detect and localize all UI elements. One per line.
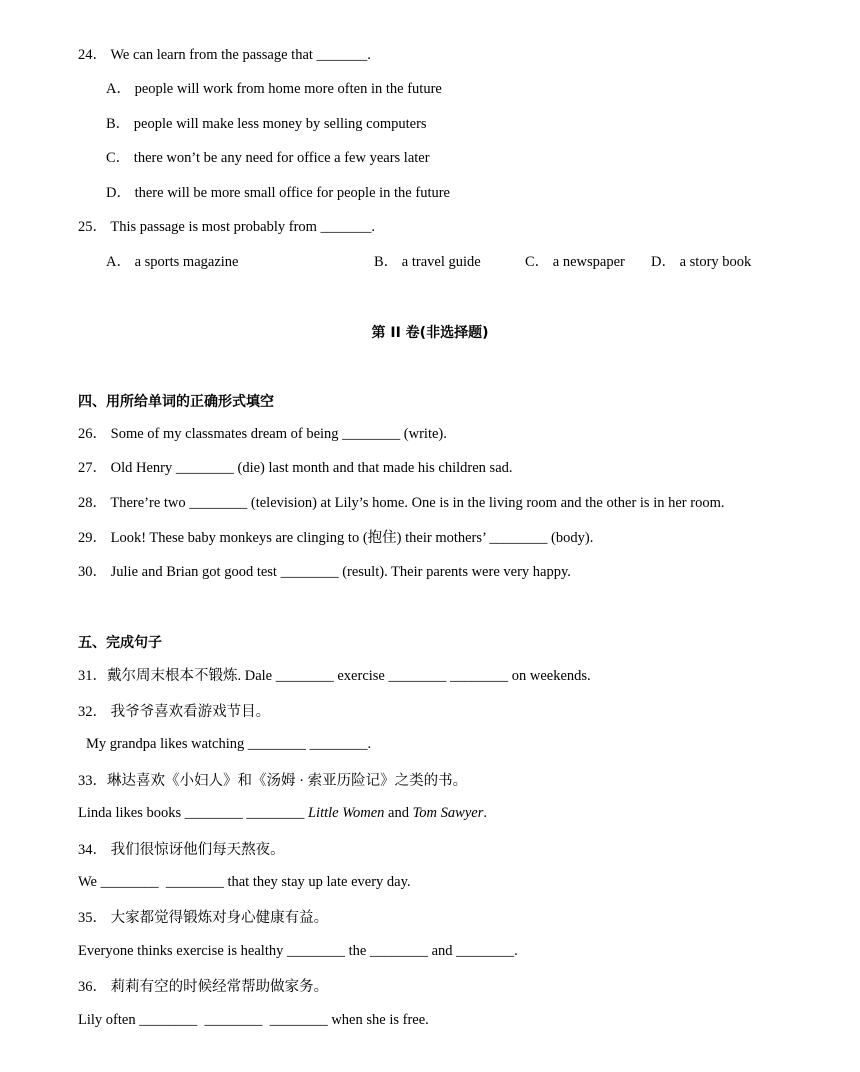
q33-book-title-2: Tom Sawyer — [412, 805, 484, 821]
q28: 28． There’re two ________ (television) at Lily’s home. One is in the living room and the other is in her room. — [78, 495, 725, 511]
q24-stem: 24． We can learn from the passage that _______. — [78, 47, 371, 63]
q25-option-a: A． a sports magazine — [106, 254, 239, 270]
q36-chinese: 36． 莉莉有空的时候经常帮助做家务。 — [78, 979, 329, 995]
q33-chinese: 33．琳达喜欢《小妇人》和《汤姆 · 索亚历险记》之类的书。 — [78, 773, 468, 789]
q24-option-c: C． there won’t be any need for office a few years later — [106, 150, 430, 166]
q24-option-b: B． people will make less money by selling computers — [106, 116, 427, 132]
q33-and: and — [384, 805, 413, 821]
q32-english: My grandpa likes watching ________ ________. — [86, 736, 372, 752]
q35-english: Everyone thinks exercise is healthy ________ the ________ and ________. — [78, 943, 518, 959]
q26: 26． Some of my classmates dream of being ________ (write). — [78, 426, 447, 442]
q31: 31．戴尔周末根本不锻炼. Dale ________ exercise ________ ________ on weekends. — [78, 668, 591, 684]
q27: 27． Old Henry ________ (die) last month and that made his children sad. — [78, 460, 513, 476]
q25-option-d: D． a story book — [651, 254, 752, 270]
q36-english: Lily often ________ ________ ________ when she is free. — [78, 1012, 429, 1028]
q33-english-start: Linda likes books ________ ________ — [78, 805, 308, 821]
q25-options-row — [106, 253, 826, 271]
q33-english — [78, 804, 487, 822]
q30: 30． Julie and Brian got good test ________ (result). Their parents were very happy. — [78, 564, 571, 580]
q35-chinese: 35． 大家都觉得锻炼对身心健康有益。 — [78, 910, 329, 926]
q25-option-c: C． a newspaper — [525, 254, 625, 270]
q24-option-d: D． there will be more small office for people in the future — [106, 185, 450, 201]
q34-chinese: 34． 我们很惊讶他们每天熬夜。 — [78, 842, 285, 858]
q25-option-b: B． a travel guide — [374, 254, 481, 270]
q29: 29． Look! These baby monkeys are clinging to (抱住) their mothers’ ________ (body). — [78, 530, 594, 546]
q24-option-a: A． people will work from home more often in the future — [106, 81, 442, 97]
q25-stem: 25． This passage is most probably from _______. — [78, 219, 375, 235]
q34-english: We ________ ________ that they stay up late every day. — [78, 874, 411, 890]
q33-book-title-1: Little Women — [307, 805, 385, 821]
q33-end: . — [483, 805, 487, 821]
section4-heading: 四、用所给单词的正确形式填空 — [78, 394, 274, 410]
part2-title: 第 II 卷(非选择题) — [371, 325, 489, 341]
section5-heading: 五、完成句子 — [78, 635, 162, 651]
q32-chinese: 32． 我爷爷喜欢看游戏节目。 — [78, 704, 271, 720]
